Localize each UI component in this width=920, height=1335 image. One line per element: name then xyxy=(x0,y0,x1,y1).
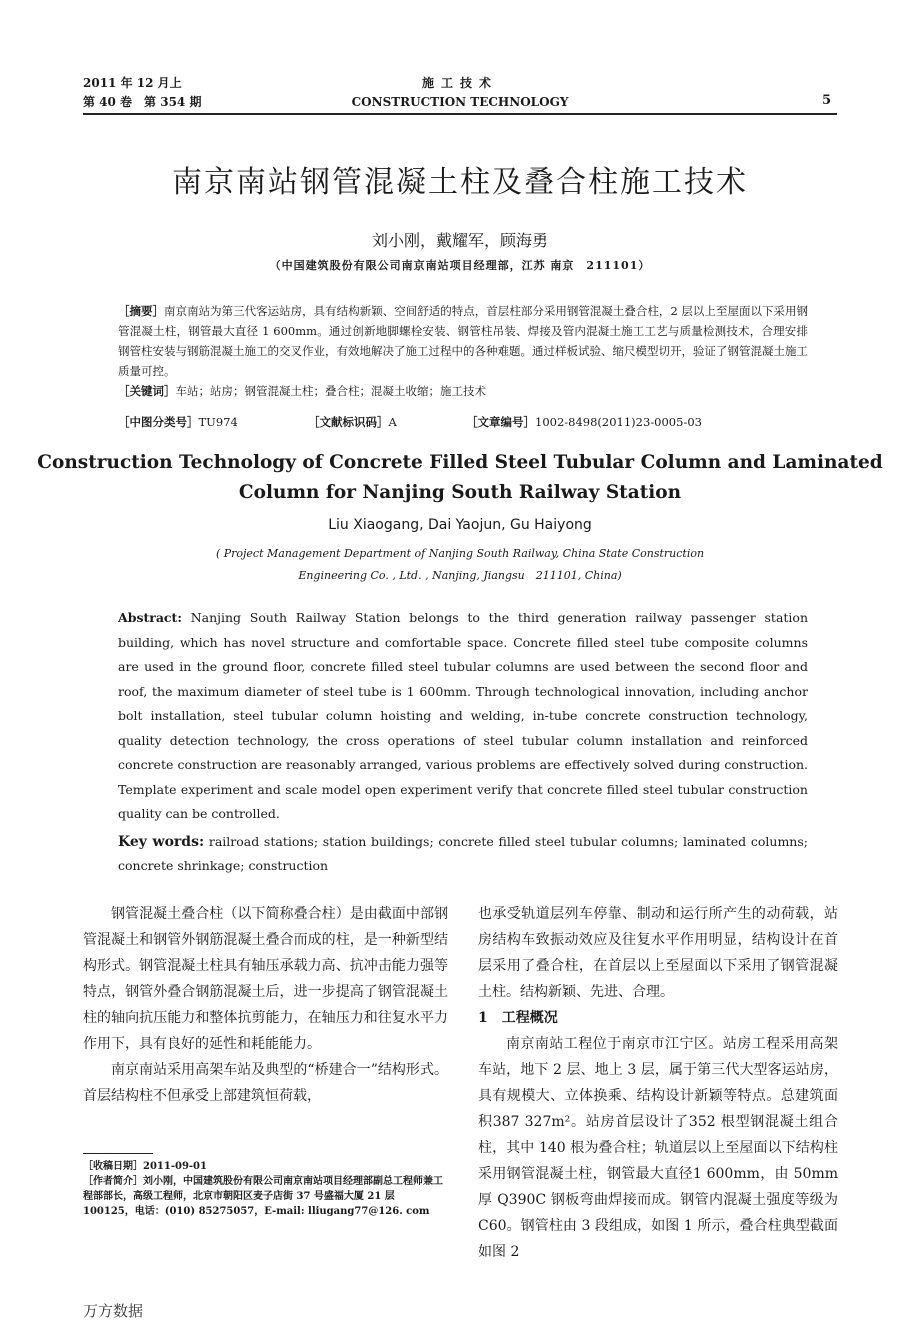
footnote-rule xyxy=(83,1153,153,1154)
section-title: 工程概况 xyxy=(501,1010,558,1026)
section-heading xyxy=(478,1005,838,1031)
affiliation-en xyxy=(0,543,920,587)
author-info: ［作者简介］刘小刚，中国建筑股份有限公司南京南站项目经理部副总工程师兼工程部部长，高级工程师，北京市朝阳区麦子店街 37 号盛福大厦 21 层 100125，电话：(010) 85275057，E-mail: lliugang77@126. com xyxy=(83,1176,443,1217)
journal-name-cn: 施工技术 xyxy=(421,76,498,90)
classification-row xyxy=(118,412,808,432)
affiliation-cn: （中国建筑股份有限公司南京南站项目经理部，江苏 南京 211101） xyxy=(269,259,651,272)
authors-cn: 刘小刚，戴耀军，顾海勇 xyxy=(371,231,548,250)
abstract-en-text: Nanjing South Railway Station belongs to the third generation railway passenger station building, which has novel structure and comfortable space. Concrete filled steel tube composite columns are used in the ground floor, concrete filled steel tubular columns are used between the second floor and roof, the maximum diameter of steel tube is 1 600mm. Through technological innovation, including anchor bolt installation, steel tubular column hoisting and welding, in-tube concrete construction technology, quality detection technology, the cross operations of steel tubular column installation and reinforced concrete construction are reasonably arranged, various problems are effectively solved during construction. Template experiment and scale model open experiment verify that concrete filled steel tubular construction quality can be controlled. xyxy=(118,610,808,821)
paper-title-en: Construction Technology of Concrete Filled Steel Tubular Column and Laminated Column for Nanjing South Railway Station xyxy=(37,452,883,503)
received-date: ［收稿日期］2011-09-01 xyxy=(83,1161,207,1172)
body-paragraph: 南京南站工程位于南京市江宁区。站房工程采用高架车站，地下 2 层、地上 3 层，属于第三代大型客运站房，具有规模大、立体换乘、结构设计新颖等特点。总建筑面积387 327m²。站房首层设计了352 根型钢混凝土组合柱，其中 140 根为叠合柱；轨道层以上至屋面以下结构柱采用钢管混凝土柱，钢管最大直径1 600mm，由 50mm 厚 Q390C 钢板弯曲焊接而成。钢管内混凝土强度等级为 C60。钢管柱由 3 段组成，如图 1 所示，叠合柱典型截面如图 2 xyxy=(478,1036,838,1260)
doc-code-label: ［文献标识码］ xyxy=(308,415,389,429)
abstract-cn xyxy=(118,301,808,401)
affiliation-en-line2: Engineering Co. , Ltd. , Nanjing, Jiangsu 211101, China) xyxy=(298,569,622,582)
doc-code-value: A xyxy=(388,415,397,429)
body-paragraph: 钢管混凝土叠合柱（以下简称叠合柱）是由截面中部钢管混凝土和钢管外钢筋混凝土叠合而成的柱，是一种新型结构形式。钢管混凝土柱具有轴压承载力高、抗冲击能力强等特点，钢管外叠合钢筋混凝土后，进一步提高了钢管混凝土柱的轴向抗压能力和整体抗剪能力，在轴压力和往复水平力作用下，具有良好的延性和耗能能力。 xyxy=(83,906,448,1052)
keywords-cn-label: ［关键词］ xyxy=(118,384,176,398)
paper-title-cn: 南京南站钢管混凝土柱及叠合柱施工技术 xyxy=(172,165,748,200)
watermark-text: 万方数据 xyxy=(83,1302,144,1320)
issue-date: 2011 年 12 月上 xyxy=(83,76,182,90)
keywords-cn-text: 车站；站房；钢管混凝土柱；叠合柱；混凝土收缩；施工技术 xyxy=(175,384,486,398)
article-no-label: ［文章编号］ xyxy=(466,415,535,429)
volume-issue: 第 40 卷 第 354 期 xyxy=(83,95,202,109)
running-header-center xyxy=(0,74,920,112)
abstract-en-label: Abstract: xyxy=(118,610,182,625)
article-no-value: 1002-8498(2011)23-0005-03 xyxy=(535,415,702,429)
clc-value: TU974 xyxy=(198,415,238,429)
body-column-right xyxy=(478,901,838,1265)
keywords-en-text: railroad stations; station buildings; concrete filled steel tubular columns; laminated columns; concrete shrinkage; construction xyxy=(118,834,808,873)
journal-name-en: CONSTRUCTION TECHNOLOGY xyxy=(351,95,569,109)
keywords-en-label: Key words: xyxy=(118,834,205,850)
page-number: 5 xyxy=(822,93,832,108)
abstract-en xyxy=(118,606,808,827)
authors-en: Liu Xiaogang, Dai Yaojun, Gu Haiyong xyxy=(328,517,592,533)
keywords-en xyxy=(118,830,808,878)
body-paragraph: 南京南站采用高架车站及典型的“桥建合一”结构形式。首层结构柱不但承受上部建筑恒荷载， xyxy=(83,1062,448,1104)
clc-label: ［中图分类号］ xyxy=(118,415,199,429)
body-paragraph: 也承受轨道层列车停靠、制动和运行所产生的动荷载，站房结构车致振动效应及往复水平作用明显，结构设计在首层采用了叠合柱，在首层以上至屋面以下采用了钢管混凝土柱。结构新颖、先进、合理。 xyxy=(478,906,838,1000)
section-number: 1 xyxy=(478,1010,488,1026)
header-rule xyxy=(83,113,837,115)
footnote xyxy=(83,1159,448,1219)
affiliation-en-line1: ( Project Management Department of Nanjing South Railway, China State Construction xyxy=(215,547,705,560)
abstract-cn-text: 南京南站为第三代客运站房，具有结构新颖、空间舒适的特点，首层柱部分采用钢管混凝土叠合柱，2 层以上至屋面以下采用钢管混凝土柱，钢管最大直径 1 600mm。通过创新地脚螺栓安装、钢管柱吊装、焊接及管内混凝土施工工艺与质量检测技术，合理安排钢管柱安装与钢筋混凝土施工的交叉作业，有效地解决了施工过程中的各种难题。通过样板试验、缩尺模型切开，验证了钢管混凝土施工质量可控。 xyxy=(118,304,809,378)
body-column-left xyxy=(83,901,448,1109)
abstract-cn-label: ［摘要］ xyxy=(118,304,165,318)
